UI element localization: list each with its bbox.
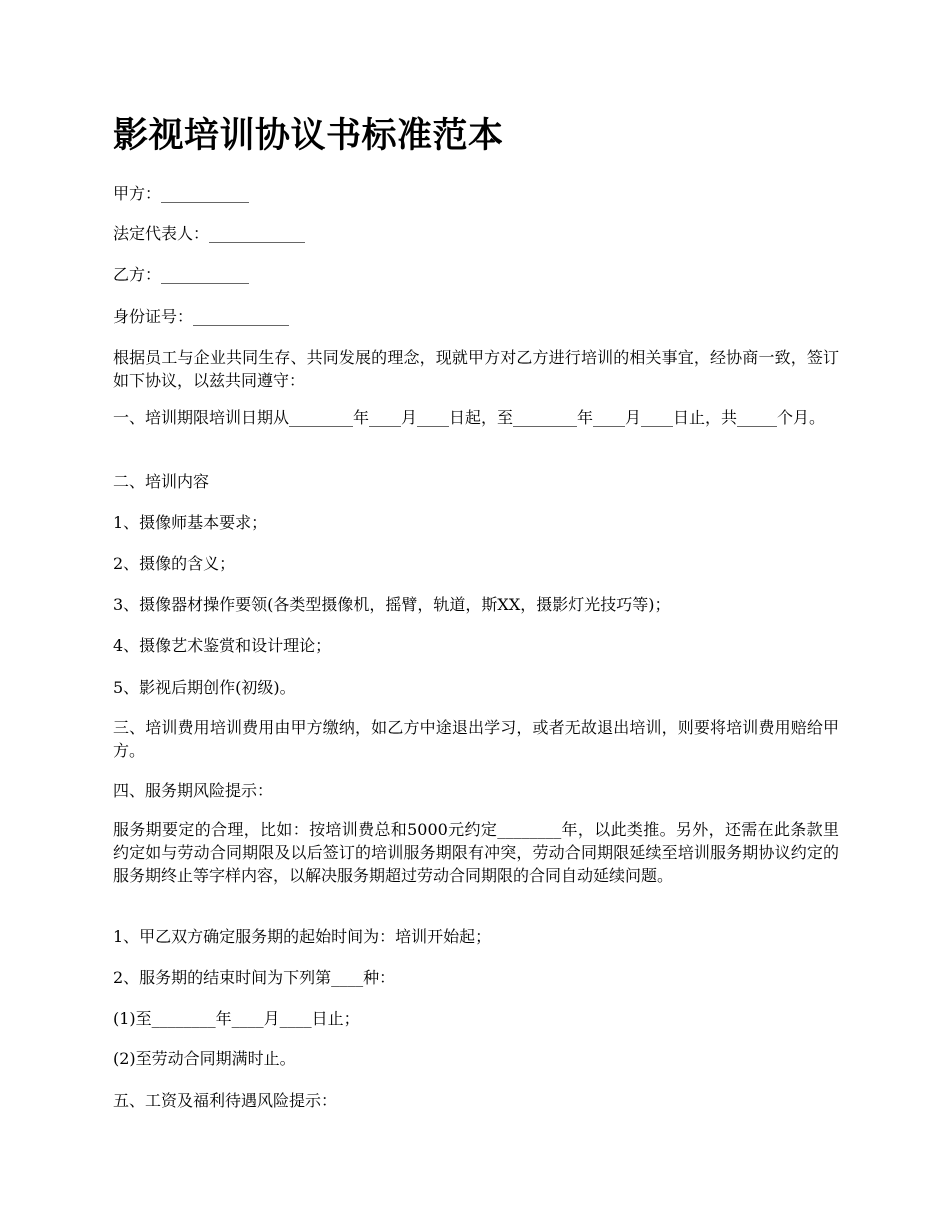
content-item-4: 4、摄像艺术鉴赏和设计理论； <box>113 636 332 655</box>
party-a-line: 甲方：___________ <box>113 184 250 203</box>
service-end-line: 2、服务期的结束时间为下列第____种： <box>113 968 396 987</box>
service-end-option-1: (1)至________年____月____日止； <box>113 1009 360 1028</box>
section-1-training-period: 一、培训期限培训日期从________年____月____日起，至________年____月____日止，共_____个月。 <box>113 408 826 427</box>
content-item-2: 2、摄像的含义； <box>113 554 236 573</box>
section-4-heading: 四、服务期风险提示： <box>113 781 274 800</box>
legal-representative-line: 法定代表人：____________ <box>113 224 306 243</box>
section-5-heading: 五、工资及福利待遇风险提示： <box>113 1091 338 1110</box>
id-number-line: 身份证号：____________ <box>113 307 290 326</box>
content-item-1: 1、摄像师基本要求； <box>113 513 268 532</box>
document-title: 影视培训协议书标准范本 <box>113 115 504 156</box>
service-end-option-2: (2)至劳动合同期满时止。 <box>113 1049 296 1068</box>
preamble-paragraph: 根据员工与企业共同生存、共同发展的理念，现就甲方对乙方进行培训的相关事宜，经协商一致，签订如下协议，以兹共同遵守： <box>113 348 839 390</box>
section-2-heading: 二、培训内容 <box>113 472 210 491</box>
content-item-3: 3、摄像器材操作要领(各类型摄像机，摇臂，轨道，斯XX，摄影灯光技巧等)； <box>113 595 671 614</box>
content-item-5: 5、影视后期创作(初级)。 <box>113 678 296 697</box>
section-3-training-fee: 三、培训费用培训费用由甲方缴纳，如乙方中途退出学习，或者无故退出培训，则要将培训费用赔给甲方。 <box>113 718 839 760</box>
service-start-line: 1、甲乙双方确定服务期的起始时间为：培训开始起； <box>113 927 492 946</box>
service-period-paragraph: 服务期要定的合理，比如：按培训费总和5000元约定________年，以此类推。另外，还需在此条款里约定如与劳动合同期限及以后签订的培训服务期限有冲突，劳动合同期限延续至培训服务期协议约定的服务期终止等字样内容，以解决服务期超过劳动合同期限的合同自动延续问题。 <box>113 820 839 885</box>
party-b-line: 乙方：___________ <box>113 265 250 284</box>
